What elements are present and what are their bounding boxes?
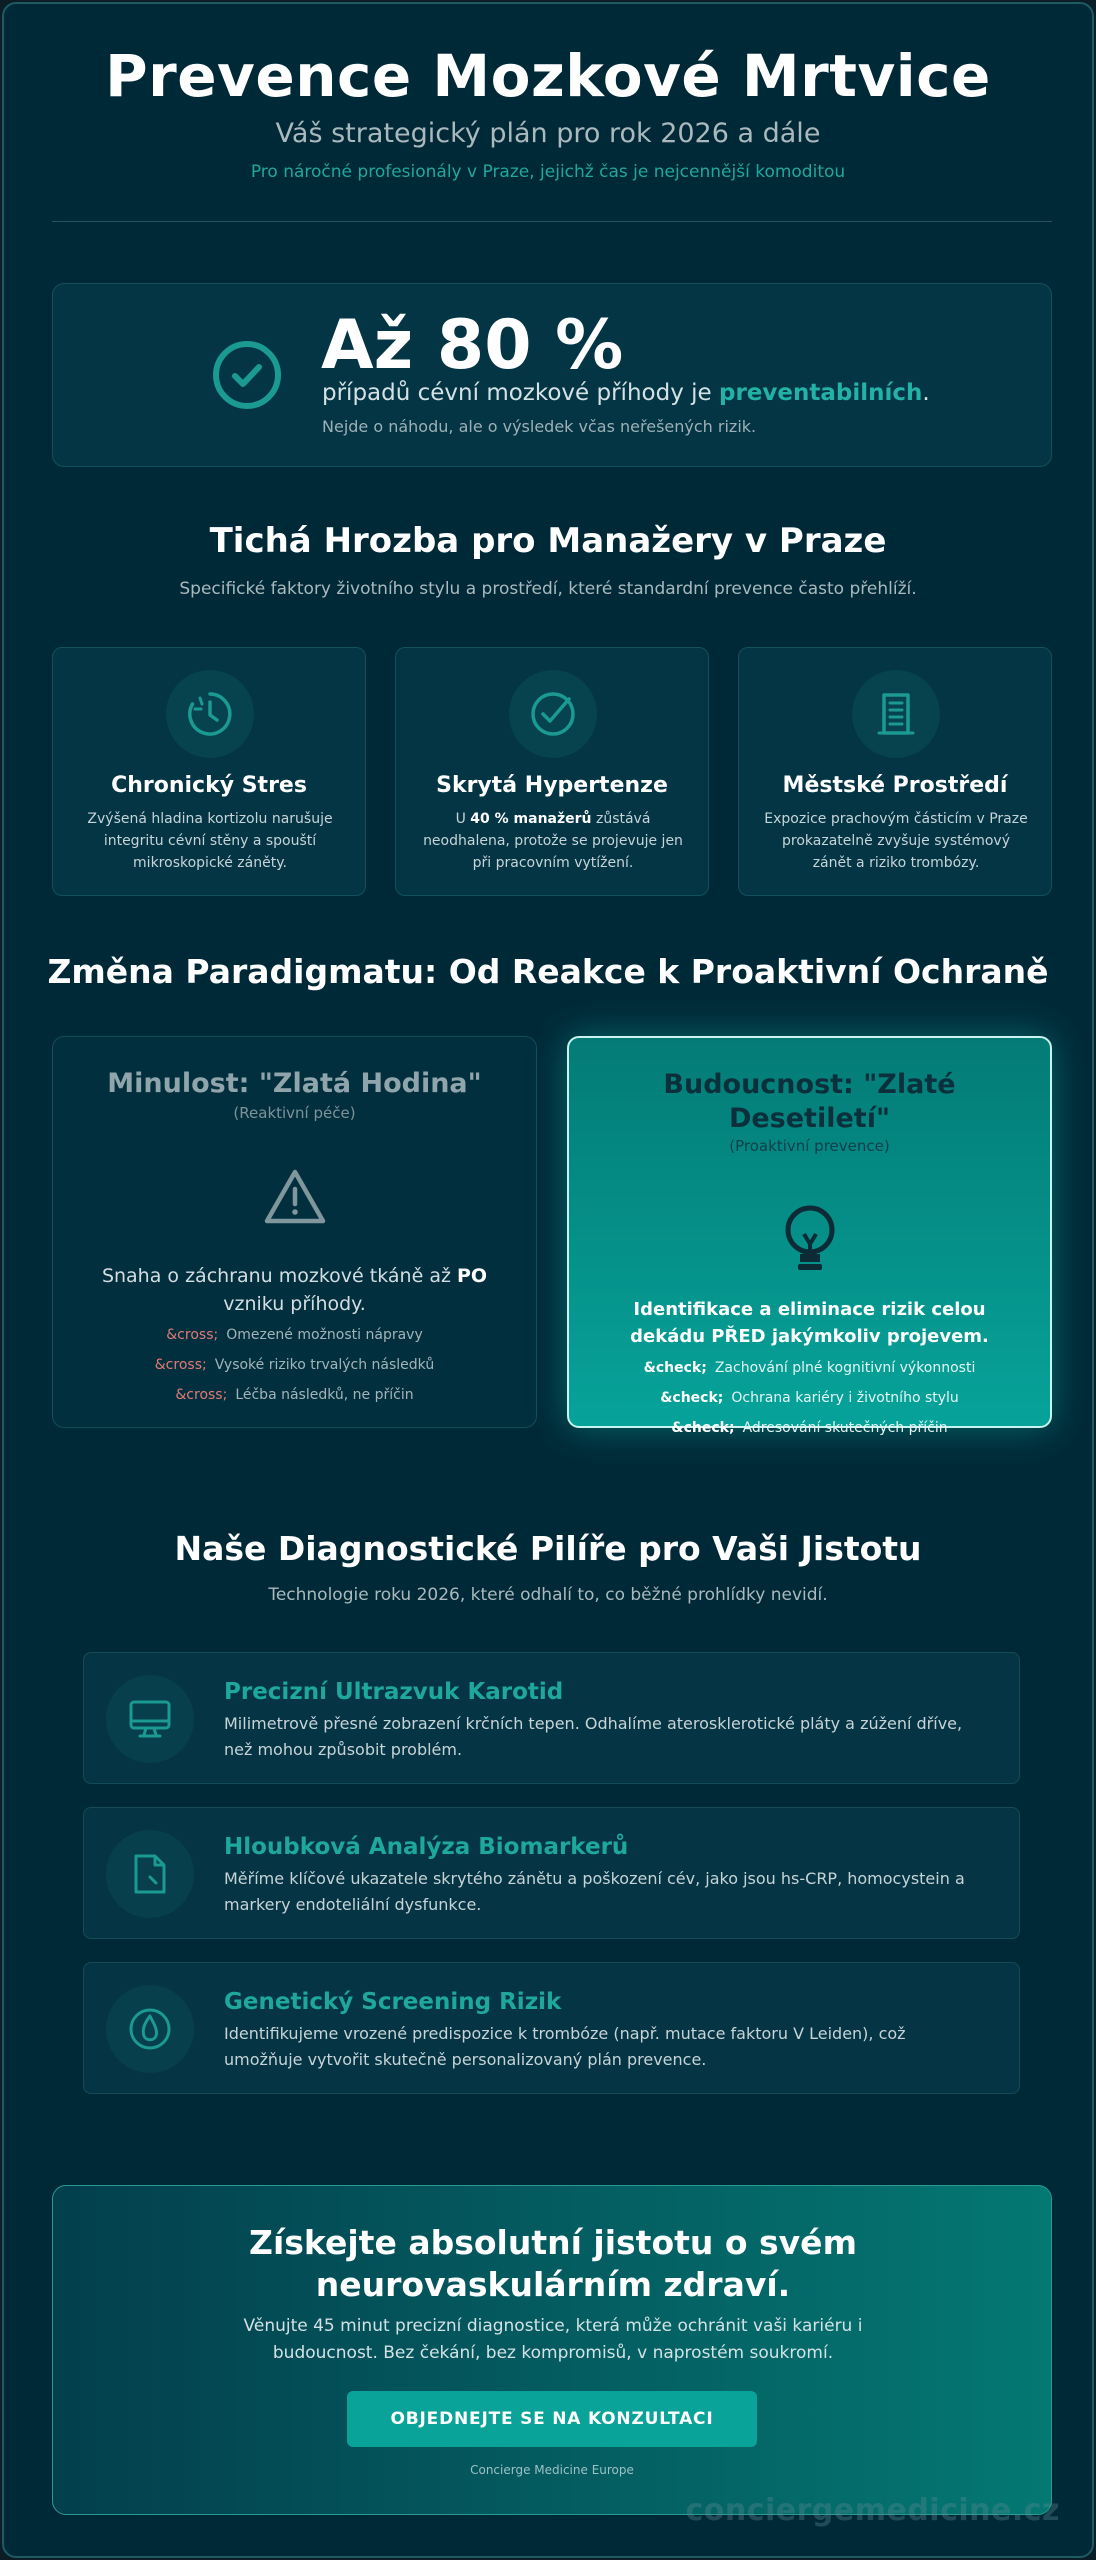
cross-mark: &cross; bbox=[166, 1327, 219, 1343]
threat-card-hypertension bbox=[395, 647, 709, 896]
past-title: Minulost: "Zlatá Hodina" bbox=[107, 1068, 482, 1099]
threat-text-bold: 40 % manažerů bbox=[470, 811, 592, 827]
stat-description bbox=[322, 380, 930, 406]
check-mark: &check; bbox=[643, 1360, 707, 1376]
future-title: Budoucnost: "Zlaté Desetiletí" bbox=[663, 1069, 956, 1134]
future-subtitle: (Proaktivní prevence) bbox=[729, 1137, 890, 1155]
threats-subtitle: Specifické faktory životního stylu a prostředí, které standardní prevence často přehlíží. bbox=[179, 579, 917, 599]
past-list bbox=[53, 1327, 536, 1417]
pillar-text: Měříme klíčové ukazatele skrytého zánětu a poškození cév, jako jsou hs-CRP, homocystein a markery endoteliální dysfunkce. bbox=[224, 1869, 965, 1914]
pillar-title: Precizní Ultrazvuk Karotid bbox=[224, 1679, 564, 1705]
future-main-text: Identifikace a eliminace rizik celou dekádu PŘED jakýmkoliv projevem. bbox=[630, 1299, 989, 1347]
threats-title: Tichá Hrozba pro Manažery v Praze bbox=[209, 521, 887, 561]
cross-mark: &cross; bbox=[175, 1387, 228, 1403]
past-main-part: vzniku příhody. bbox=[223, 1293, 366, 1315]
future-item-text: Ochrana kariéry i životního stylu bbox=[731, 1390, 959, 1406]
list-item bbox=[569, 1390, 1050, 1420]
past-main-part: Snaha o záchranu mozkové tkáně až bbox=[101, 1265, 457, 1287]
monitor-icon bbox=[128, 1697, 172, 1741]
stat-line-end: . bbox=[922, 380, 930, 406]
threat-title: Chronický Stres bbox=[111, 773, 307, 798]
warning-triangle-icon bbox=[262, 1167, 328, 1227]
future-item-text: Adresování skutečných příčin bbox=[742, 1420, 948, 1436]
lightbulb-icon bbox=[778, 1204, 842, 1274]
pillar-text: Identifikujeme vrozené predispozice k trombóze (např. mutace faktoru V Leiden), což umožňuje vytvořit skutečně personalizovaný plán prevence. bbox=[224, 2024, 906, 2069]
pillar-icon-wrap bbox=[106, 1830, 194, 1918]
page-title: Prevence Mozkové Mrtvice bbox=[105, 42, 991, 110]
stat-highlight: preventabilních bbox=[718, 380, 923, 406]
list-item bbox=[569, 1360, 1050, 1390]
header-divider bbox=[52, 221, 1052, 222]
future-list bbox=[569, 1360, 1050, 1450]
pillar-ultrasound bbox=[83, 1652, 1020, 1784]
brand-name: Concierge Medicine Europe bbox=[470, 2463, 634, 2477]
threat-text: Zvýšená hladina kortizolu narušuje integritu cévní stěny a spouští mikroskopické záněty. bbox=[87, 811, 333, 871]
threat-card-stress bbox=[52, 647, 366, 896]
list-item bbox=[53, 1357, 536, 1387]
page-tagline: Pro náročné profesionály v Praze, jejichž čas je nejcennější komoditou bbox=[250, 162, 846, 182]
cta-section bbox=[52, 2185, 1052, 2515]
dna-flame-icon bbox=[128, 2007, 172, 2051]
future-card bbox=[567, 1036, 1052, 1436]
threat-icon-wrap bbox=[509, 670, 597, 758]
stress-clock-icon bbox=[186, 690, 234, 738]
threat-text-part: zůstává neodhalena, protože se projevuje jen při pracovním vytížení. bbox=[423, 811, 683, 871]
past-main-bold: PO bbox=[456, 1265, 488, 1287]
shield-check-icon bbox=[529, 690, 577, 738]
threat-text-part: U bbox=[455, 811, 471, 827]
threat-icon-wrap bbox=[166, 670, 254, 758]
pillar-biomarkers bbox=[83, 1807, 1020, 1939]
pillar-genetics bbox=[83, 1962, 1020, 2094]
threat-title: Městské Prostředí bbox=[782, 773, 1008, 798]
list-item bbox=[569, 1420, 1050, 1450]
cta-title: Získejte absolutní jistotu o svém neurovaskulárním zdraví. bbox=[249, 2223, 857, 2304]
past-item-text: Léčba následků, ne příčin bbox=[235, 1387, 414, 1403]
pillars-title: Naše Diagnostické Pilíře pro Vaši Jistotu bbox=[174, 1529, 922, 1568]
past-main-text bbox=[93, 1262, 496, 1318]
threat-text bbox=[418, 808, 688, 874]
paradigm-title: Změna Paradigmatu: Od Reakce k Proaktivní Ochraně bbox=[47, 952, 1049, 991]
page-frame bbox=[2, 2, 1094, 2558]
future-item-text: Zachování plné kognitivní výkonnosti bbox=[714, 1360, 976, 1376]
book-consultation-button[interactable]: OBJEDNEJTE SE NA KONZULTACI bbox=[347, 2391, 757, 2447]
check-mark: &check; bbox=[671, 1420, 735, 1436]
pillar-icon-wrap bbox=[106, 1675, 194, 1763]
threat-card-city bbox=[738, 647, 1052, 896]
city-building-icon bbox=[872, 690, 920, 738]
past-subtitle: (Reaktivní péče) bbox=[233, 1104, 356, 1122]
pillar-title: Hloubková Analýza Biomarkerů bbox=[224, 1834, 629, 1860]
check-mark: &check; bbox=[660, 1390, 724, 1406]
past-item-text: Omezené možnosti nápravy bbox=[226, 1327, 423, 1343]
list-item bbox=[53, 1327, 536, 1357]
stat-card bbox=[52, 283, 1052, 467]
pillars-subtitle: Technologie roku 2026, které odhalí to, co běžné prohlídky nevidí. bbox=[268, 1585, 828, 1605]
watermark: conciergemedicine.cz bbox=[685, 2493, 1060, 2528]
cta-text: Věnujte 45 minut precizní diagnostice, která může ochránit vaši kariéru i budoucnost. Bez čekání, bez kompromisů, v naprostém soukromí. bbox=[243, 2316, 863, 2363]
cross-mark: &cross; bbox=[154, 1357, 207, 1373]
list-item bbox=[53, 1387, 536, 1417]
threat-icon-wrap bbox=[852, 670, 940, 758]
past-item-text: Vysoké riziko trvalých následků bbox=[214, 1357, 435, 1373]
page-subtitle: Váš strategický plán pro rok 2026 a dále bbox=[275, 118, 821, 149]
threat-text: Expozice prachovým částicím v Praze prokazatelně zvyšuje systémový zánět a riziko trombózy. bbox=[764, 811, 1028, 871]
past-card bbox=[52, 1036, 537, 1428]
pillar-text: Milimetrově přesné zobrazení krčních tepen. Odhalíme aterosklerotické pláty a zúžení dříve, než mohou způsobit problém. bbox=[224, 1714, 963, 1759]
pillar-title: Genetický Screening Rizik bbox=[224, 1989, 562, 2015]
check-circle-icon bbox=[211, 339, 283, 411]
stat-note: Nejde o náhodu, ale o výsledek včas neřešených rizik. bbox=[322, 417, 757, 436]
stat-value: Až 80 % bbox=[321, 306, 624, 385]
pillar-icon-wrap bbox=[106, 1985, 194, 2073]
threat-title: Skrytá Hypertenze bbox=[436, 773, 668, 798]
stat-line-text: případů cévní mozkové příhody je bbox=[322, 380, 719, 406]
document-icon bbox=[128, 1852, 172, 1896]
